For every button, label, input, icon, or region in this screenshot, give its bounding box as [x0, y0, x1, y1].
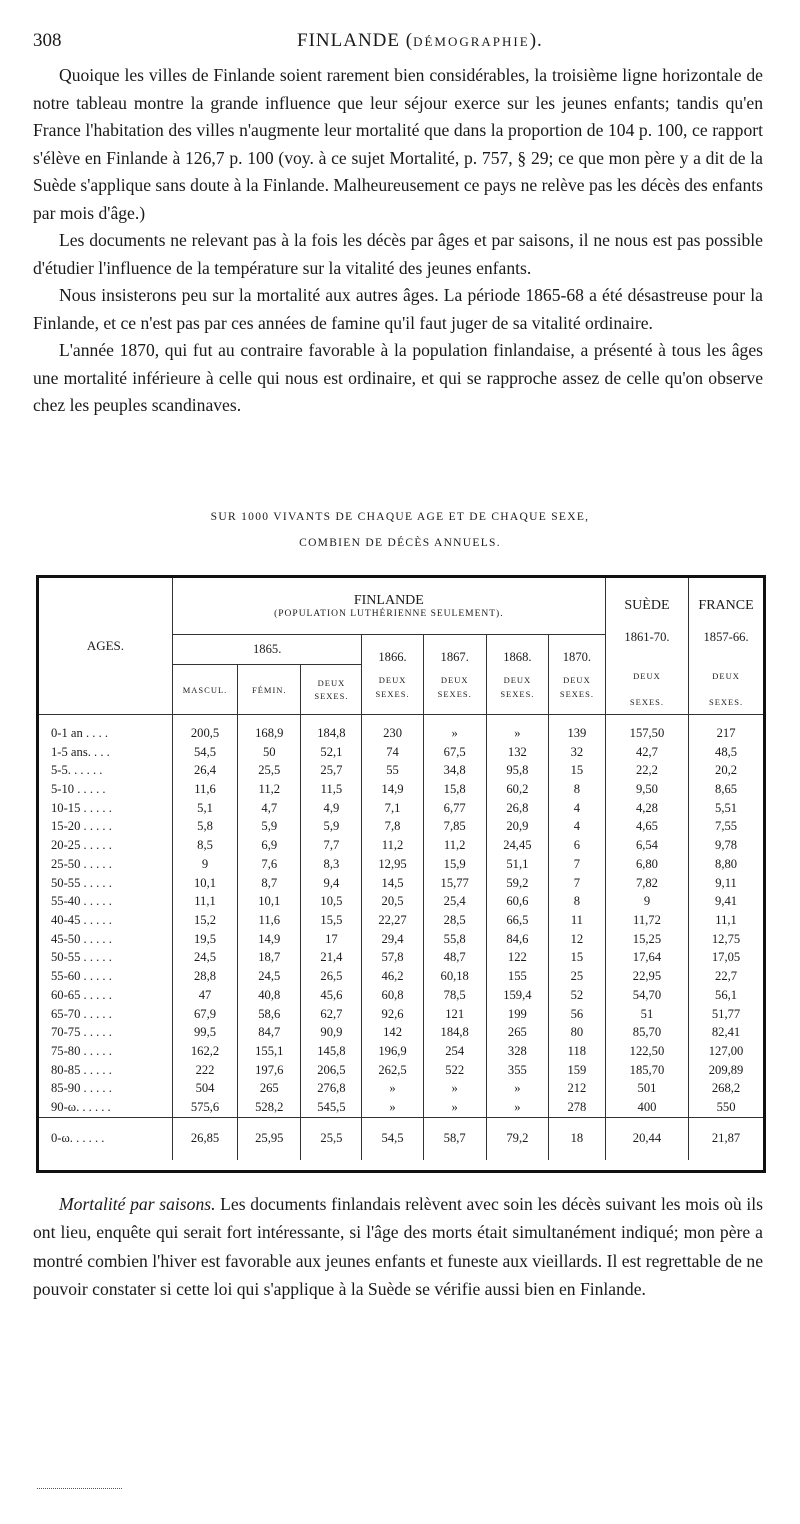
value-cell: 575,6	[172, 1098, 237, 1118]
value-cell: 26,4	[172, 761, 237, 780]
value-cell: »	[423, 724, 486, 743]
value-cell: 60,18	[423, 967, 486, 986]
total-value-cell: 26,85	[172, 1118, 237, 1160]
value-cell: 157,50	[605, 724, 688, 743]
value-cell: 6	[548, 836, 605, 855]
value-cell: 22,2	[605, 761, 688, 780]
total-value-cell: 25,5	[301, 1118, 362, 1160]
paragraph-saisons-lead: Mortalité par saisons.	[59, 1194, 216, 1214]
value-cell: 29,4	[362, 930, 423, 949]
mortality-table	[36, 575, 766, 1173]
value-cell: 58,6	[238, 1004, 301, 1023]
value-cell: 7,82	[605, 873, 688, 892]
value-cell: 15,2	[172, 911, 237, 930]
header-year-1868: 1868. DEUX SEXES.	[486, 635, 548, 715]
value-cell: 15,25	[605, 930, 688, 949]
table-foot	[38, 1118, 765, 1172]
value-cell: 10,1	[238, 892, 301, 911]
value-cell: 206,5	[301, 1061, 362, 1080]
table-row	[38, 873, 765, 892]
value-cell: 99,5	[172, 1023, 237, 1042]
value-cell: 8	[548, 892, 605, 911]
value-cell: 4,65	[605, 817, 688, 836]
value-cell: 11,1	[689, 911, 765, 930]
value-cell: 15	[548, 761, 605, 780]
value-cell: 78,5	[423, 986, 486, 1005]
age-cell: 60-65 . . . . .	[51, 987, 112, 1002]
value-cell: 57,8	[362, 948, 423, 967]
value-cell: 56	[548, 1004, 605, 1023]
value-cell: 54,5	[172, 742, 237, 761]
value-cell: 45,6	[301, 986, 362, 1005]
value-cell: 168,9	[238, 724, 301, 743]
table-row	[38, 1098, 765, 1118]
age-cell: 50-55 . . . . .	[51, 875, 112, 890]
value-cell: 545,5	[301, 1098, 362, 1118]
value-cell: 122,50	[605, 1042, 688, 1061]
value-cell: 217	[689, 724, 765, 743]
table-row	[38, 836, 765, 855]
value-cell: 8,3	[301, 855, 362, 874]
value-cell: 22,95	[605, 967, 688, 986]
value-cell: 11	[548, 911, 605, 930]
value-cell: 276,8	[301, 1079, 362, 1098]
header-france: FRANCE 1857-66.	[689, 577, 765, 665]
value-cell: 21,4	[301, 948, 362, 967]
value-cell: 197,6	[238, 1061, 301, 1080]
value-cell: 15,8	[423, 780, 486, 799]
value-cell: 11,72	[605, 911, 688, 930]
value-cell: 67,5	[423, 742, 486, 761]
value-cell: 47	[172, 986, 237, 1005]
value-cell: 7,1	[362, 799, 423, 818]
table-row	[38, 967, 765, 986]
value-cell: 127,00	[689, 1042, 765, 1061]
value-cell: 118	[548, 1042, 605, 1061]
age-cell: 85-90 . . . . .	[51, 1081, 112, 1096]
total-value-cell: 25,95	[238, 1118, 301, 1160]
value-cell: 222	[172, 1061, 237, 1080]
value-cell: 24,5	[172, 948, 237, 967]
value-cell: 22,27	[362, 911, 423, 930]
body-text-bottom	[33, 1190, 763, 1303]
value-cell: 6,80	[605, 855, 688, 874]
value-cell: 400	[605, 1098, 688, 1118]
value-cell: 230	[362, 724, 423, 743]
value-cell: 17,64	[605, 948, 688, 967]
value-cell: 54,70	[605, 986, 688, 1005]
table-row	[38, 855, 765, 874]
value-cell: 22,7	[689, 967, 765, 986]
value-cell: 14,9	[362, 780, 423, 799]
value-cell: 11,6	[238, 911, 301, 930]
value-cell: 504	[172, 1079, 237, 1098]
table-row	[38, 761, 765, 780]
table-head	[38, 577, 765, 715]
table-total-row	[38, 1118, 765, 1160]
value-cell: 8,80	[689, 855, 765, 874]
total-value-cell: 54,5	[362, 1118, 423, 1160]
value-cell: 7,8	[362, 817, 423, 836]
value-cell: 48,7	[423, 948, 486, 967]
value-cell: 24,5	[238, 967, 301, 986]
value-cell: 74	[362, 742, 423, 761]
age-cell: 5-5. . . . . .	[51, 763, 103, 778]
value-cell: 12	[548, 930, 605, 949]
value-cell: 159,4	[486, 986, 548, 1005]
value-cell: »	[486, 1098, 548, 1118]
total-value-cell: 79,2	[486, 1118, 548, 1160]
value-cell: 200,5	[172, 724, 237, 743]
value-cell: 25	[548, 967, 605, 986]
value-cell: 25,7	[301, 761, 362, 780]
value-cell: 11,6	[172, 780, 237, 799]
value-cell: 5,9	[238, 817, 301, 836]
table-row	[38, 892, 765, 911]
total-value-cell: 58,7	[423, 1118, 486, 1160]
value-cell: 184,8	[301, 724, 362, 743]
value-cell: »	[423, 1098, 486, 1118]
value-cell: 9,11	[689, 873, 765, 892]
value-cell: 15,5	[301, 911, 362, 930]
age-cell: 1-5 ans. . . .	[51, 744, 110, 759]
header-deux-sexes-france: DEUX SEXES.	[689, 665, 765, 715]
value-cell: 278	[548, 1098, 605, 1118]
value-cell: 122	[486, 948, 548, 967]
age-cell: 25-50 . . . . .	[51, 856, 112, 871]
age-cell: 55-40 . . . . .	[51, 894, 112, 909]
value-cell: 85,70	[605, 1023, 688, 1042]
value-cell: 52,1	[301, 742, 362, 761]
value-cell: 11,1	[172, 892, 237, 911]
paragraph-autres-ages: Nous insisterons peu sur la mortalité aux autres âges. La période 1865-68 a été désastreuse pour la Finlande, et ce n'est pas par ces années de famine qu'il faut juger de sa vitalité ordinaire.	[33, 285, 763, 333]
value-cell: 501	[605, 1079, 688, 1098]
value-cell: 19,5	[172, 930, 237, 949]
value-cell: 52	[548, 986, 605, 1005]
value-cell: 8,7	[238, 873, 301, 892]
value-cell: 24,45	[486, 836, 548, 855]
header-ages: AGES.	[38, 577, 173, 715]
body-text-top	[33, 62, 763, 420]
value-cell: 25,4	[423, 892, 486, 911]
value-cell: 7,6	[238, 855, 301, 874]
value-cell: 15,9	[423, 855, 486, 874]
value-cell: 11,2	[362, 836, 423, 855]
value-cell: 7,85	[423, 817, 486, 836]
value-cell: 6,54	[605, 836, 688, 855]
value-cell: »	[423, 1079, 486, 1098]
table-caption-line1: SUR 1000 VIVANTS DE CHAQUE AGE ET DE CHAQUE SEXE,	[210, 511, 590, 523]
value-cell: 262,5	[362, 1061, 423, 1080]
value-cell: 84,7	[238, 1023, 301, 1042]
value-cell: 4,9	[301, 799, 362, 818]
value-cell: 155,1	[238, 1042, 301, 1061]
age-cell: 65-70 . . . . .	[51, 1006, 112, 1021]
value-cell: 82,41	[689, 1023, 765, 1042]
value-cell: 60,2	[486, 780, 548, 799]
age-cell: 70-75 . . . . .	[51, 1025, 112, 1040]
value-cell: 8,65	[689, 780, 765, 799]
value-cell: 162,2	[172, 1042, 237, 1061]
value-cell: 265	[486, 1023, 548, 1042]
value-cell: 9	[172, 855, 237, 874]
value-cell: »	[486, 724, 548, 743]
value-cell: 84,6	[486, 930, 548, 949]
value-cell: 159	[548, 1061, 605, 1080]
value-cell: 5,1	[172, 799, 237, 818]
value-cell: 6,77	[423, 799, 486, 818]
value-cell: 4,7	[238, 799, 301, 818]
paragraph-documents: Les documents ne relevant pas à la fois les décès par âges et par saisons, il ne nous est pas possible d'étudier l'influence de la température sur la vitalité des jeunes enfants.	[33, 230, 763, 278]
value-cell: 209,89	[689, 1061, 765, 1080]
table-row	[38, 742, 765, 761]
value-cell: 60,8	[362, 986, 423, 1005]
value-cell: 550	[689, 1098, 765, 1118]
value-cell: 132	[486, 742, 548, 761]
value-cell: 18,7	[238, 948, 301, 967]
value-cell: 7,7	[301, 836, 362, 855]
header-year-1866: 1866. DEUX SEXES.	[362, 635, 423, 715]
value-cell: 51,77	[689, 1004, 765, 1023]
value-cell: 196,9	[362, 1042, 423, 1061]
total-value-cell: 20,44	[605, 1118, 688, 1160]
table-row	[38, 1079, 765, 1098]
header-year-1867: 1867. DEUX SEXES.	[423, 635, 486, 715]
value-cell: 7	[548, 873, 605, 892]
value-cell: 17	[301, 930, 362, 949]
value-cell: 5,51	[689, 799, 765, 818]
age-cell: 50-55 . . . . .	[51, 950, 112, 965]
value-cell: 66,5	[486, 911, 548, 930]
value-cell: 20,9	[486, 817, 548, 836]
paragraph-annee-1870: L'année 1870, qui fut au contraire favorable à la population finlandaise, a présenté à tous les âges une mortalité inférieure à celle qui nous est ordinaire, et qui se rapproche assez de celle qu'on observe chez les peuples scandinaves.	[33, 340, 763, 415]
table-row	[38, 911, 765, 930]
value-cell: 80	[548, 1023, 605, 1042]
age-cell: 40-45 . . . . .	[51, 912, 112, 927]
value-cell: 10,5	[301, 892, 362, 911]
value-cell: 15	[548, 948, 605, 967]
value-cell: 51	[605, 1004, 688, 1023]
header-feminin: FÉMIN.	[238, 665, 301, 715]
value-cell: 25,5	[238, 761, 301, 780]
table-row	[38, 724, 765, 743]
value-cell: 51,1	[486, 855, 548, 874]
value-cell: 5,9	[301, 817, 362, 836]
value-cell: 67,9	[172, 1004, 237, 1023]
header-suede: SUÈDE 1861-70.	[605, 577, 688, 665]
page-number: 308	[33, 30, 62, 51]
value-cell: 11,5	[301, 780, 362, 799]
value-cell: 95,8	[486, 761, 548, 780]
value-cell: »	[486, 1079, 548, 1098]
age-cell: 55-60 . . . . .	[51, 969, 112, 984]
value-cell: 62,7	[301, 1004, 362, 1023]
value-cell: 92,6	[362, 1004, 423, 1023]
table-row	[38, 1023, 765, 1042]
value-cell: 145,8	[301, 1042, 362, 1061]
value-cell: 5,8	[172, 817, 237, 836]
table-row	[38, 817, 765, 836]
value-cell: 254	[423, 1042, 486, 1061]
age-cell: 15-20 . . . . .	[51, 819, 112, 834]
table-row	[38, 780, 765, 799]
age-cell: 75-80 . . . . .	[51, 1044, 112, 1058]
footnote-rule	[37, 1488, 122, 1489]
value-cell: 55,8	[423, 930, 486, 949]
age-cell: 80-85 . . . . .	[51, 1062, 112, 1077]
value-cell: 10,1	[172, 873, 237, 892]
value-cell: 20,5	[362, 892, 423, 911]
value-cell: 14,5	[362, 873, 423, 892]
value-cell: 26,8	[486, 799, 548, 818]
table-row	[38, 948, 765, 967]
total-age-cell: 0-ω. . . . . .	[51, 1131, 105, 1146]
value-cell: 9,78	[689, 836, 765, 855]
value-cell: 11,2	[423, 836, 486, 855]
value-cell: 59,2	[486, 873, 548, 892]
age-cell: 5-10 . . . . .	[51, 781, 106, 796]
value-cell: 42,7	[605, 742, 688, 761]
value-cell: 522	[423, 1061, 486, 1080]
value-cell: 9,41	[689, 892, 765, 911]
age-cell: 20-25 . . . . .	[51, 838, 112, 853]
value-cell: 9	[605, 892, 688, 911]
paragraph-saisons	[33, 1190, 763, 1303]
value-cell: 50	[238, 742, 301, 761]
value-cell: 15,77	[423, 873, 486, 892]
value-cell: 12,95	[362, 855, 423, 874]
value-cell: 32	[548, 742, 605, 761]
value-cell: 199	[486, 1004, 548, 1023]
value-cell: 184,8	[423, 1023, 486, 1042]
value-cell: 7	[548, 855, 605, 874]
value-cell: 7,55	[689, 817, 765, 836]
value-cell: 212	[548, 1079, 605, 1098]
age-cell: 45-50 . . . . .	[51, 931, 112, 946]
value-cell: 8,5	[172, 836, 237, 855]
value-cell: 17,05	[689, 948, 765, 967]
age-cell: 90-ω. . . . . .	[51, 1100, 111, 1115]
table-row	[38, 930, 765, 949]
value-cell: 268,2	[689, 1079, 765, 1098]
value-cell: 46,2	[362, 967, 423, 986]
table-caption-line2: COMBIEN DE DÉCÈS ANNUELS.	[299, 537, 501, 549]
header-finlande: FINLANDE (POPULATION LUTHÉRIENNE SEULEMENT).	[172, 577, 605, 635]
table-row	[38, 799, 765, 818]
table-body	[38, 715, 765, 1118]
value-cell: 90,9	[301, 1023, 362, 1042]
value-cell: 48,5	[689, 742, 765, 761]
value-cell: 14,9	[238, 930, 301, 949]
value-cell: 4,28	[605, 799, 688, 818]
value-cell: 9,4	[301, 873, 362, 892]
header-deux-sexes-1865: DEUX SEXES.	[301, 665, 362, 715]
value-cell: 185,70	[605, 1061, 688, 1080]
header-year-1870: 1870. DEUX SEXES.	[548, 635, 605, 715]
total-value-cell: 21,87	[689, 1118, 765, 1160]
value-cell: »	[362, 1098, 423, 1118]
value-cell: 34,8	[423, 761, 486, 780]
value-cell: 56,1	[689, 986, 765, 1005]
value-cell: 28,5	[423, 911, 486, 930]
value-cell: 28,8	[172, 967, 237, 986]
age-cell: 0-1 an . . . .	[51, 725, 109, 740]
table-row	[38, 986, 765, 1005]
age-cell: 10-15 . . . . .	[51, 800, 112, 815]
header-deux-sexes-suede: DEUX SEXES.	[605, 665, 688, 715]
value-cell: 11,2	[238, 780, 301, 799]
header-finlande-subtitle: (POPULATION LUTHÉRIENNE SEULEMENT).	[274, 609, 504, 619]
value-cell: 40,8	[238, 986, 301, 1005]
value-cell: 4	[548, 799, 605, 818]
table-row	[38, 1004, 765, 1023]
value-cell: 6,9	[238, 836, 301, 855]
value-cell: 528,2	[238, 1098, 301, 1118]
value-cell: 265	[238, 1079, 301, 1098]
paragraph-saisons-text: Les documents finlandais relèvent avec soin les décès suivant les mois où ils ont lieu, enquête qui serait fort intéressante, si l'âge des morts était simultanément indiqué; mon père a montré combien l'hiver est favorable aux jeunes enfants et funeste aux vieillards. Il est regrettable de ne pouvoir constater si cette loi qui s'applique à la Suède se vérifie aussi bien en Finlande.	[33, 1194, 763, 1299]
paragraph-villes: Quoique les villes de Finlande soient rarement bien considérables, la troisième ligne horizontale de notre tableau montre la grande influence que leur séjour exerce sur les jeunes enfants; tandis qu'en France l'habitation des villes n'augmente leur mortalité que dans la proportion de 104 p. 100, ce rapport s'élève en Finlande à 126,7 p. 100 (voy. à ce sujet Mortalité, p. 757, § 29; ce que mon père y a dit de la Suède s'applique sans doute à la Finlande. Malheureusement ce pays ne relève pas les décès des enfants par mois d'âge.)	[33, 65, 763, 223]
table-row	[38, 1061, 765, 1080]
page-header	[33, 30, 760, 56]
total-value-cell: 18	[548, 1118, 605, 1160]
value-cell: 121	[423, 1004, 486, 1023]
value-cell: 142	[362, 1023, 423, 1042]
value-cell: »	[362, 1079, 423, 1098]
value-cell: 155	[486, 967, 548, 986]
value-cell: 355	[486, 1061, 548, 1080]
value-cell: 328	[486, 1042, 548, 1061]
value-cell: 20,2	[689, 761, 765, 780]
value-cell: 55	[362, 761, 423, 780]
value-cell: 26,5	[301, 967, 362, 986]
value-cell: 139	[548, 724, 605, 743]
value-cell: 4	[548, 817, 605, 836]
value-cell: 60,6	[486, 892, 548, 911]
table-row	[38, 1042, 765, 1061]
header-masculin: MASCUL.	[172, 665, 237, 715]
value-cell: 9,50	[605, 780, 688, 799]
value-cell: 12,75	[689, 930, 765, 949]
value-cell: 8	[548, 780, 605, 799]
running-title: FINLANDE (DÉMOGRAPHIE).	[297, 30, 543, 51]
header-year-1865: 1865.	[172, 635, 362, 665]
